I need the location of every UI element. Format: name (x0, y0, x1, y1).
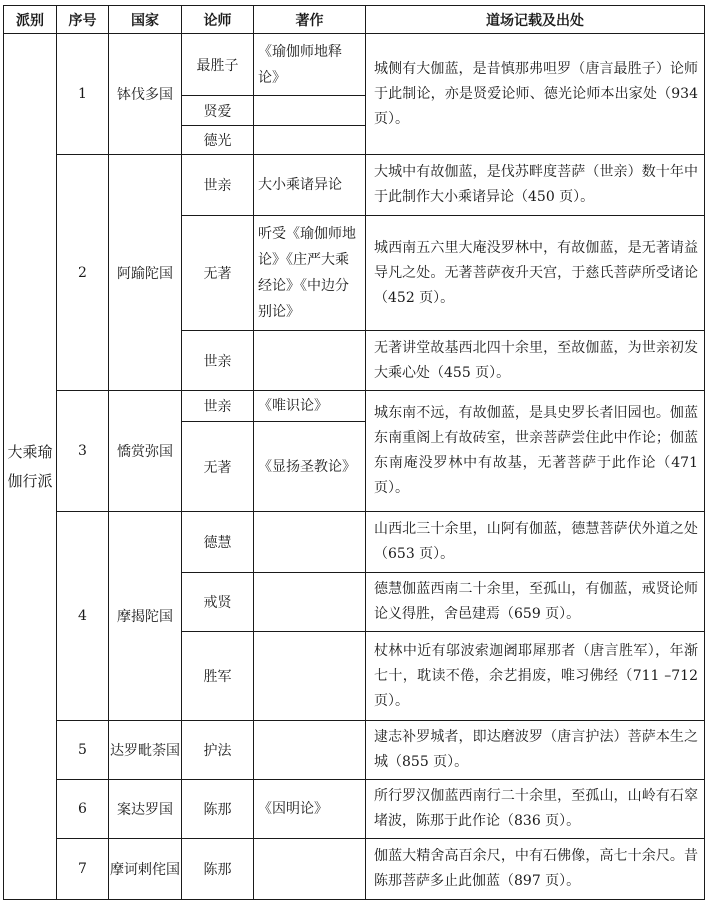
record-cell: 大城中有故伽蓝，是伐苏畔度菩萨（世亲）数十年中于此制作大小乘诸异论（450 页）。 (366, 155, 705, 216)
table-row (4, 34, 705, 96)
teacher-cell: 戒贤 (182, 573, 254, 632)
header-row (4, 6, 705, 34)
teacher-cell: 世亲 (182, 391, 254, 422)
table-row (4, 512, 705, 573)
record-cell: 城东南不远，有故伽蓝，是具史罗长者旧园也。伽蓝东南重阁上有故砖室，世亲菩萨尝住此中作论；伽蓝东南庵没罗林中有故基，无著菩萨于此作论（471 页）。 (366, 391, 705, 512)
number-cell: 7 (57, 839, 109, 900)
work-cell (254, 721, 366, 780)
work-cell (254, 96, 366, 126)
teacher-cell: 护法 (182, 721, 254, 780)
table-row (4, 839, 705, 900)
record-cell: 山西北三十余里，山阿有伽蓝，德慧菩萨伏外道之处（653 页）。 (366, 512, 705, 573)
work-cell: 《因明论》 (254, 780, 366, 839)
work-cell: 《唯识论》 (254, 391, 366, 422)
work-cell (254, 573, 366, 632)
teacher-cell: 德慧 (182, 512, 254, 573)
header-country: 国家 (109, 6, 182, 34)
number-cell: 2 (57, 155, 109, 391)
work-cell: 大小乘诸异论 (254, 155, 366, 216)
records-table (3, 5, 705, 900)
work-cell (254, 126, 366, 155)
record-cell: 伽蓝大精舍高百余尺，中有石佛像，高七十余尺。昔陈那菩萨多止此伽蓝（897 页）。 (366, 839, 705, 900)
table-row (4, 155, 705, 216)
record-cell: 德慧伽蓝西南二十余里，至孤山，有伽蓝，戒贤论师论义得胜，舍邑建焉（659 页）。 (366, 573, 705, 632)
work-cell (254, 839, 366, 900)
country-cell: 案达罗国 (109, 780, 182, 839)
header-work: 著作 (254, 6, 366, 34)
teacher-cell: 陈那 (182, 839, 254, 900)
work-cell: 听受《瑜伽师地论》《庄严大乘经论》《中边分别论》 (254, 216, 366, 331)
teacher-cell: 无著 (182, 216, 254, 331)
record-cell: 城侧有大伽蓝，是昔慎那弗呾罗（唐言最胜子）论师于此制论，亦是贤爱论师、德光论师本出家处（934 页）。 (366, 34, 705, 155)
record-cell: 无著讲堂故基西北四十余里，至故伽蓝，为世亲初发大乘心处（455 页）。 (366, 331, 705, 391)
table-row (4, 391, 705, 422)
header-number: 序号 (57, 6, 109, 34)
teacher-cell: 世亲 (182, 155, 254, 216)
table-row (4, 780, 705, 839)
teacher-cell: 世亲 (182, 331, 254, 391)
record-cell: 逮志补罗城者，即达磨波罗（唐言护法）菩萨本生之城（855 页）。 (366, 721, 705, 780)
teacher-cell: 胜军 (182, 632, 254, 721)
number-cell: 3 (57, 391, 109, 512)
number-cell: 5 (57, 721, 109, 780)
country-cell: 摩诃剌侘国 (109, 839, 182, 900)
record-cell: 杖林中近有邬波索迦阇耶犀那者（唐言胜军），年渐七十，耽读不倦，余艺捐废，唯习佛经（711 –712 页）。 (366, 632, 705, 721)
number-cell: 4 (57, 512, 109, 721)
teacher-cell: 贤爱 (182, 96, 254, 126)
record-cell: 城西南五六里大庵没罗林中，有故伽蓝，是无著请益导凡之处。无著菩萨夜升天宫，于慈氏菩萨所受诸论（452 页）。 (366, 216, 705, 331)
school-cell: 大乘瑜伽行派 (4, 34, 57, 900)
table-row (4, 721, 705, 780)
number-cell: 1 (57, 34, 109, 155)
teacher-cell: 德光 (182, 126, 254, 155)
work-cell (254, 331, 366, 391)
country-cell: 达罗毗荼国 (109, 721, 182, 780)
teacher-cell: 无著 (182, 422, 254, 512)
work-cell (254, 632, 366, 721)
country-cell: 阿踰陀国 (109, 155, 182, 391)
header-record: 道场记载及出处 (366, 6, 705, 34)
country-cell: 憍赏弥国 (109, 391, 182, 512)
work-cell (254, 512, 366, 573)
work-cell: 《瑜伽师地释论》 (254, 34, 366, 96)
header-teacher: 论师 (182, 6, 254, 34)
work-cell: 《显扬圣教论》 (254, 422, 366, 512)
country-cell: 钵伐多国 (109, 34, 182, 155)
number-cell: 6 (57, 780, 109, 839)
teacher-cell: 最胜子 (182, 34, 254, 96)
record-cell: 所行罗汉伽蓝西南行二十余里，至孤山，山岭有石窣堵波，陈那于此作论（836 页）。 (366, 780, 705, 839)
header-school: 派别 (4, 6, 57, 34)
country-cell: 摩揭陀国 (109, 512, 182, 721)
teacher-cell: 陈那 (182, 780, 254, 839)
